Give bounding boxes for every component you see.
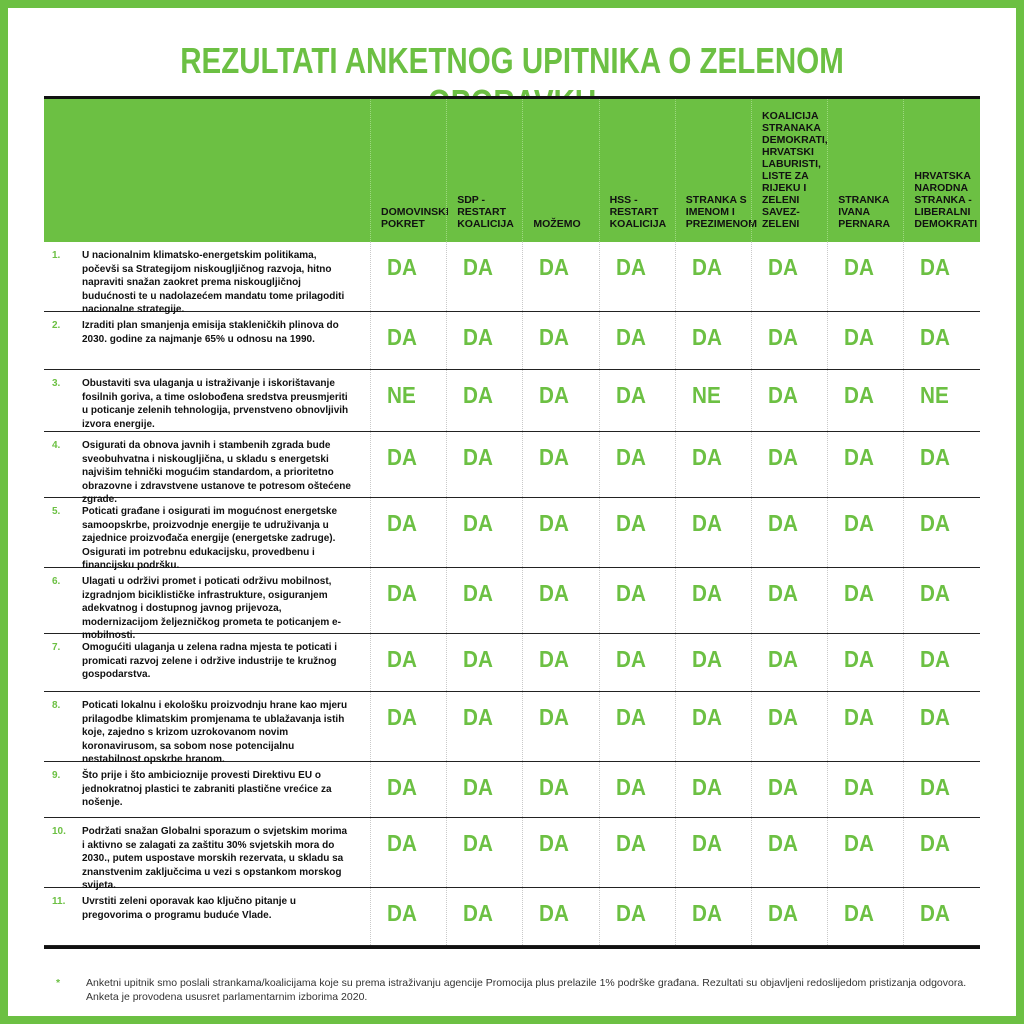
answer-value: DA <box>844 900 875 926</box>
answer-value: DA <box>539 580 570 606</box>
answer-value: DA <box>615 580 646 606</box>
answer-value: DA <box>844 646 875 672</box>
answer-cell <box>827 634 904 691</box>
question-number: 8. <box>52 700 61 711</box>
answer-cell <box>522 242 599 311</box>
answer-cell <box>903 568 980 633</box>
answer-value: DA <box>539 510 570 536</box>
answer-cell <box>446 692 523 761</box>
answer-value: DA <box>387 254 417 280</box>
answer-cell <box>370 242 447 311</box>
answer-value: DA <box>463 254 494 280</box>
answer-cell <box>675 888 752 945</box>
answer-value: DA <box>920 444 951 470</box>
answer-cell <box>370 692 447 761</box>
answer-cell <box>903 818 980 887</box>
party-name: DOMOVINSKI POKRET <box>381 206 449 230</box>
answer-cell <box>751 634 828 691</box>
answer-value: DA <box>920 704 951 730</box>
question-text: Omogućiti ulaganja u zelena radna mjesta te poticati i promicati razvoj zelene i održive industrije te kružnog gospodarstva. <box>82 642 338 680</box>
answer-cell <box>751 498 828 567</box>
answer-cell <box>751 242 828 311</box>
answer-value: DA <box>691 704 722 730</box>
answer-cell <box>675 568 752 633</box>
answer-cell <box>599 634 676 691</box>
answer-value: DA <box>387 444 417 470</box>
answer-value: DA <box>387 580 417 606</box>
answer-cell <box>751 818 828 887</box>
question-text: Što prije i što ambicioznije provesti Direktivu EU o jednokratnoj plastici te zabraniti plastične vrećice za nošenje. <box>82 770 332 808</box>
party-name: STRANKA IVANA PERNARA <box>838 194 891 230</box>
answer-value: DA <box>387 510 417 536</box>
party-name: KOALICIJA STRANAKA DEMOKRATI, HRVATSKI LABURISTI, LISTE ZA RIJEKU I ZELENI SAVEZ-ZELENI <box>762 110 828 230</box>
answer-value: DA <box>768 774 798 800</box>
answer-cell <box>675 242 752 311</box>
answer-cell <box>675 312 752 369</box>
question-number: 11. <box>52 896 66 907</box>
answer-value: DA <box>844 704 875 730</box>
answer-cell <box>903 762 980 817</box>
question-text: Obustaviti sva ulaganja u istraživanje i iskorištavanje fosilnih goriva, a time oslobođena sredstva preusmjeriti u poticanje zelenih tehnologija, prvenstveno obnovljivih izvora energije. <box>82 378 349 430</box>
answer-value: DA <box>920 510 951 536</box>
answer-cell <box>599 498 676 567</box>
answer-cell <box>903 432 980 497</box>
party-header <box>446 99 523 242</box>
answer-cell <box>370 888 447 945</box>
answer-cell <box>522 762 599 817</box>
answer-value: DA <box>844 580 875 606</box>
answer-cell <box>370 818 447 887</box>
table-row <box>44 432 980 505</box>
answer-value: DA <box>615 254 646 280</box>
answer-cell <box>675 818 752 887</box>
answer-cell <box>599 888 676 945</box>
answer-value: DA <box>463 774 494 800</box>
answer-value: DA <box>691 830 722 856</box>
answer-cell <box>522 432 599 497</box>
answer-cell <box>370 370 447 431</box>
answer-cell <box>751 568 828 633</box>
answer-value: DA <box>920 324 951 350</box>
answer-value: DA <box>920 646 951 672</box>
answer-value: DA <box>920 830 951 856</box>
party-name: SDP - RESTART KOALICIJA <box>457 194 514 230</box>
answer-cell <box>903 634 980 691</box>
answer-value: DA <box>768 510 798 536</box>
answer-value: DA <box>768 382 798 408</box>
party-header <box>903 99 980 242</box>
answer-cell <box>827 370 904 431</box>
answer-value: DA <box>691 324 722 350</box>
answer-value: DA <box>920 580 951 606</box>
table-body <box>44 242 980 946</box>
answer-cell <box>446 568 523 633</box>
bottom-rule <box>44 946 980 949</box>
answer-value: DA <box>920 900 951 926</box>
answer-value: DA <box>539 444 570 470</box>
table-row <box>44 370 980 432</box>
answer-cell <box>446 498 523 567</box>
table-row <box>44 498 980 571</box>
answer-value: DA <box>844 254 875 280</box>
answer-cell <box>522 634 599 691</box>
results-table <box>44 96 980 949</box>
question-text: Uvrstiti zeleni oporavak kao ključno pitanje u pregovorima o programu buduće Vlade. <box>82 896 296 921</box>
question-number: 3. <box>52 378 61 389</box>
answer-cell <box>827 692 904 761</box>
answer-value: DA <box>463 704 494 730</box>
answer-value: DA <box>768 900 798 926</box>
answer-cell <box>599 568 676 633</box>
answer-value: DA <box>387 324 417 350</box>
answer-value: DA <box>920 254 951 280</box>
answer-cell <box>675 692 752 761</box>
answer-cell <box>446 432 523 497</box>
party-name: HSS - RESTART KOALICIJA <box>609 194 667 230</box>
answer-value: DA <box>387 704 417 730</box>
question-text: Poticati lokalnu i ekološku proizvodnju hrane kao mjeru prilagodbe klimatskim promjenama te ublažavanja istih koje, zajedno s krizom uzrokovanom novim koronavirusom, sa sobom nose potencijalnu nestabilnost opskrbe hranom. <box>82 700 348 765</box>
table-row <box>44 568 980 641</box>
party-header <box>370 99 447 242</box>
answer-value: DA <box>463 510 494 536</box>
answer-value: DA <box>463 580 494 606</box>
answer-cell <box>675 762 752 817</box>
answer-cell <box>903 692 980 761</box>
answer-value: DA <box>463 830 494 856</box>
question-number: 9. <box>52 770 61 781</box>
answer-cell <box>751 432 828 497</box>
answer-value: DA <box>539 704 570 730</box>
answer-value: DA <box>920 774 951 800</box>
answer-cell <box>446 242 523 311</box>
answer-cell <box>370 634 447 691</box>
answer-value: DA <box>615 900 646 926</box>
answer-cell <box>675 370 752 431</box>
answer-cell <box>751 888 828 945</box>
answer-value: DA <box>691 254 722 280</box>
answer-value: DA <box>768 830 798 856</box>
answer-cell <box>370 568 447 633</box>
answer-cell <box>446 370 523 431</box>
answer-value: NE <box>387 382 416 408</box>
answer-value: DA <box>844 382 875 408</box>
answer-value: DA <box>768 324 798 350</box>
party-header <box>675 99 757 242</box>
answer-cell <box>827 498 904 567</box>
answer-value: DA <box>691 510 722 536</box>
party-header <box>522 99 599 242</box>
footnote-star: * <box>56 977 61 989</box>
question-text: U nacionalnim klimatsko-energetskim politikama, počevši sa Strategijom niskougljičnog razvoja, hitno napraviti snažan zaokret prema niskougljičnoj budućnosti te u nadolazećem mandatu tome prilagoditi nacionalne strategije. <box>82 250 345 315</box>
answer-value: DA <box>844 324 875 350</box>
answer-value: DA <box>539 646 570 672</box>
answer-cell <box>446 888 523 945</box>
question-number: 2. <box>52 320 61 331</box>
table-row <box>44 242 980 315</box>
answer-cell <box>827 568 904 633</box>
answer-cell <box>370 498 447 567</box>
answer-cell <box>903 312 980 369</box>
table-row <box>44 312 980 370</box>
answer-value: DA <box>615 830 646 856</box>
answer-value: DA <box>539 900 570 926</box>
answer-value: DA <box>463 646 494 672</box>
table-header <box>44 99 980 242</box>
table-row <box>44 692 980 765</box>
answer-cell <box>370 312 447 369</box>
answer-value: DA <box>463 444 494 470</box>
answer-cell <box>446 312 523 369</box>
party-header <box>827 99 904 242</box>
answer-value: NE <box>920 382 950 408</box>
question-text: Poticati građane i osigurati im mogućnost energetske samoopskrbe, proizvodnje energije te udruživanja u zajednice proizvođača energije (energetske zadruge). Osigurati im potrebnu edukacijsku, provedbenu i financijsku podršku. <box>82 506 338 571</box>
answer-value: DA <box>768 646 798 672</box>
answer-value: DA <box>844 510 875 536</box>
answer-cell <box>827 762 904 817</box>
question-text: Osigurati da obnova javnih i stambenih zgrada bude sveobuhvatna i niskougljična, u skladu s energetski najvišim tehnički mogućim standardom, a prioritetno obrazovne i zdravstvene ustanove te potresom oštećene zgrade. <box>82 440 351 505</box>
answer-value: DA <box>463 900 494 926</box>
question-number: 1. <box>52 250 61 261</box>
answer-cell <box>599 762 676 817</box>
table-row <box>44 634 980 692</box>
answer-cell <box>903 498 980 567</box>
answer-cell <box>827 242 904 311</box>
answer-value: DA <box>844 444 875 470</box>
answer-value: DA <box>539 774 570 800</box>
answer-cell <box>751 370 828 431</box>
answer-value: DA <box>463 324 494 350</box>
answer-value: DA <box>615 324 646 350</box>
answer-cell <box>903 888 980 945</box>
answer-value: DA <box>615 646 646 672</box>
answer-cell <box>827 818 904 887</box>
question-text: Ulagati u održivi promet i poticati održivu mobilnost, izgradnjom biciklističke infrastrukture, osiguranjem adekvatnog i dostupnog javnog prijevoza, modernizacijom željezničkog prometa te poticanjem e-mobilnosti. <box>82 576 341 641</box>
answer-value: NE <box>691 382 721 408</box>
answer-cell <box>599 692 676 761</box>
question-text: Izraditi plan smanjenja emisija stakleničkih plinova do 2030. godine za najmanje 65% u odnosu na 1990. <box>82 320 339 345</box>
answer-value: DA <box>691 580 722 606</box>
answer-value: DA <box>768 254 798 280</box>
answer-value: DA <box>615 704 646 730</box>
answer-value: DA <box>768 580 798 606</box>
party-header <box>599 99 676 242</box>
answer-cell <box>446 762 523 817</box>
answer-cell <box>827 432 904 497</box>
answer-cell <box>599 242 676 311</box>
answer-cell <box>675 432 752 497</box>
table-row <box>44 818 980 891</box>
answer-value: DA <box>844 774 875 800</box>
party-name: STRANKA S IMENOM I PREZIMENOM <box>685 194 757 230</box>
question-number: 6. <box>52 576 61 587</box>
answer-cell <box>599 312 676 369</box>
answer-value: DA <box>615 444 646 470</box>
answer-cell <box>675 634 752 691</box>
answer-value: DA <box>691 774 722 800</box>
answer-value: DA <box>387 830 417 856</box>
answer-value: DA <box>387 774 417 800</box>
answer-cell <box>675 498 752 567</box>
answer-value: DA <box>691 444 722 470</box>
answer-cell <box>903 242 980 311</box>
answer-cell <box>599 818 676 887</box>
answer-cell <box>903 370 980 431</box>
answer-value: DA <box>539 382 570 408</box>
answer-cell <box>370 762 447 817</box>
party-name: MOŽEMO <box>533 218 581 230</box>
answer-cell <box>522 568 599 633</box>
answer-value: DA <box>463 382 494 408</box>
answer-cell <box>827 312 904 369</box>
answer-cell <box>446 634 523 691</box>
answer-value: DA <box>539 324 570 350</box>
party-header <box>751 99 828 242</box>
party-name: HRVATSKA NARODNA STRANKA - LIBERALNI DEMOKRATI <box>914 170 978 230</box>
answer-cell <box>522 498 599 567</box>
question-number: 10. <box>52 826 66 837</box>
question-text: Podržati snažan Globalni sporazum o svjetskim morima i aktivno se zalagati za zaštitu 30% svjetskih mora do 2030., putem uspostave morskih rezervata, u skladu sa znanstvenim zaključcima u vezi s opstankom morskog svijeta. <box>82 826 348 891</box>
answer-value: DA <box>539 830 570 856</box>
answer-cell <box>522 370 599 431</box>
answer-value: DA <box>615 510 646 536</box>
answer-cell <box>827 888 904 945</box>
question-number: 5. <box>52 506 61 517</box>
answer-cell <box>751 692 828 761</box>
answer-value: DA <box>615 774 646 800</box>
answer-cell <box>751 312 828 369</box>
answer-cell <box>446 818 523 887</box>
answer-value: DA <box>691 646 722 672</box>
answer-value: DA <box>615 382 646 408</box>
answer-cell <box>522 312 599 369</box>
answer-value: DA <box>387 646 417 672</box>
answer-cell <box>522 888 599 945</box>
answer-value: DA <box>691 900 722 926</box>
answer-value: DA <box>539 254 570 280</box>
question-number: 7. <box>52 642 61 653</box>
answer-value: DA <box>768 704 798 730</box>
answer-cell <box>522 818 599 887</box>
table-row <box>44 888 980 946</box>
answer-cell <box>522 692 599 761</box>
answer-cell <box>751 762 828 817</box>
table-row <box>44 762 980 818</box>
answer-value: DA <box>844 830 875 856</box>
question-number: 4. <box>52 440 61 451</box>
page-title: REZULTATI ANKETNOG UPITNIKA O ZELENOM <box>180 40 844 81</box>
answer-cell <box>599 432 676 497</box>
answer-cell <box>599 370 676 431</box>
answer-cell <box>370 432 447 497</box>
footnote-text: Anketni upitnik smo poslali strankama/koalicijama koje su prema istraživanju agencije Promocija plus prelazile 1% podrške građana. Rezultati su objavljeni redoslijedom pristizanja odgovora. Anketa je provodena ususret parlamentarnim izborima 2020. <box>86 977 967 1003</box>
answer-value: DA <box>768 444 798 470</box>
answer-value: DA <box>387 900 417 926</box>
